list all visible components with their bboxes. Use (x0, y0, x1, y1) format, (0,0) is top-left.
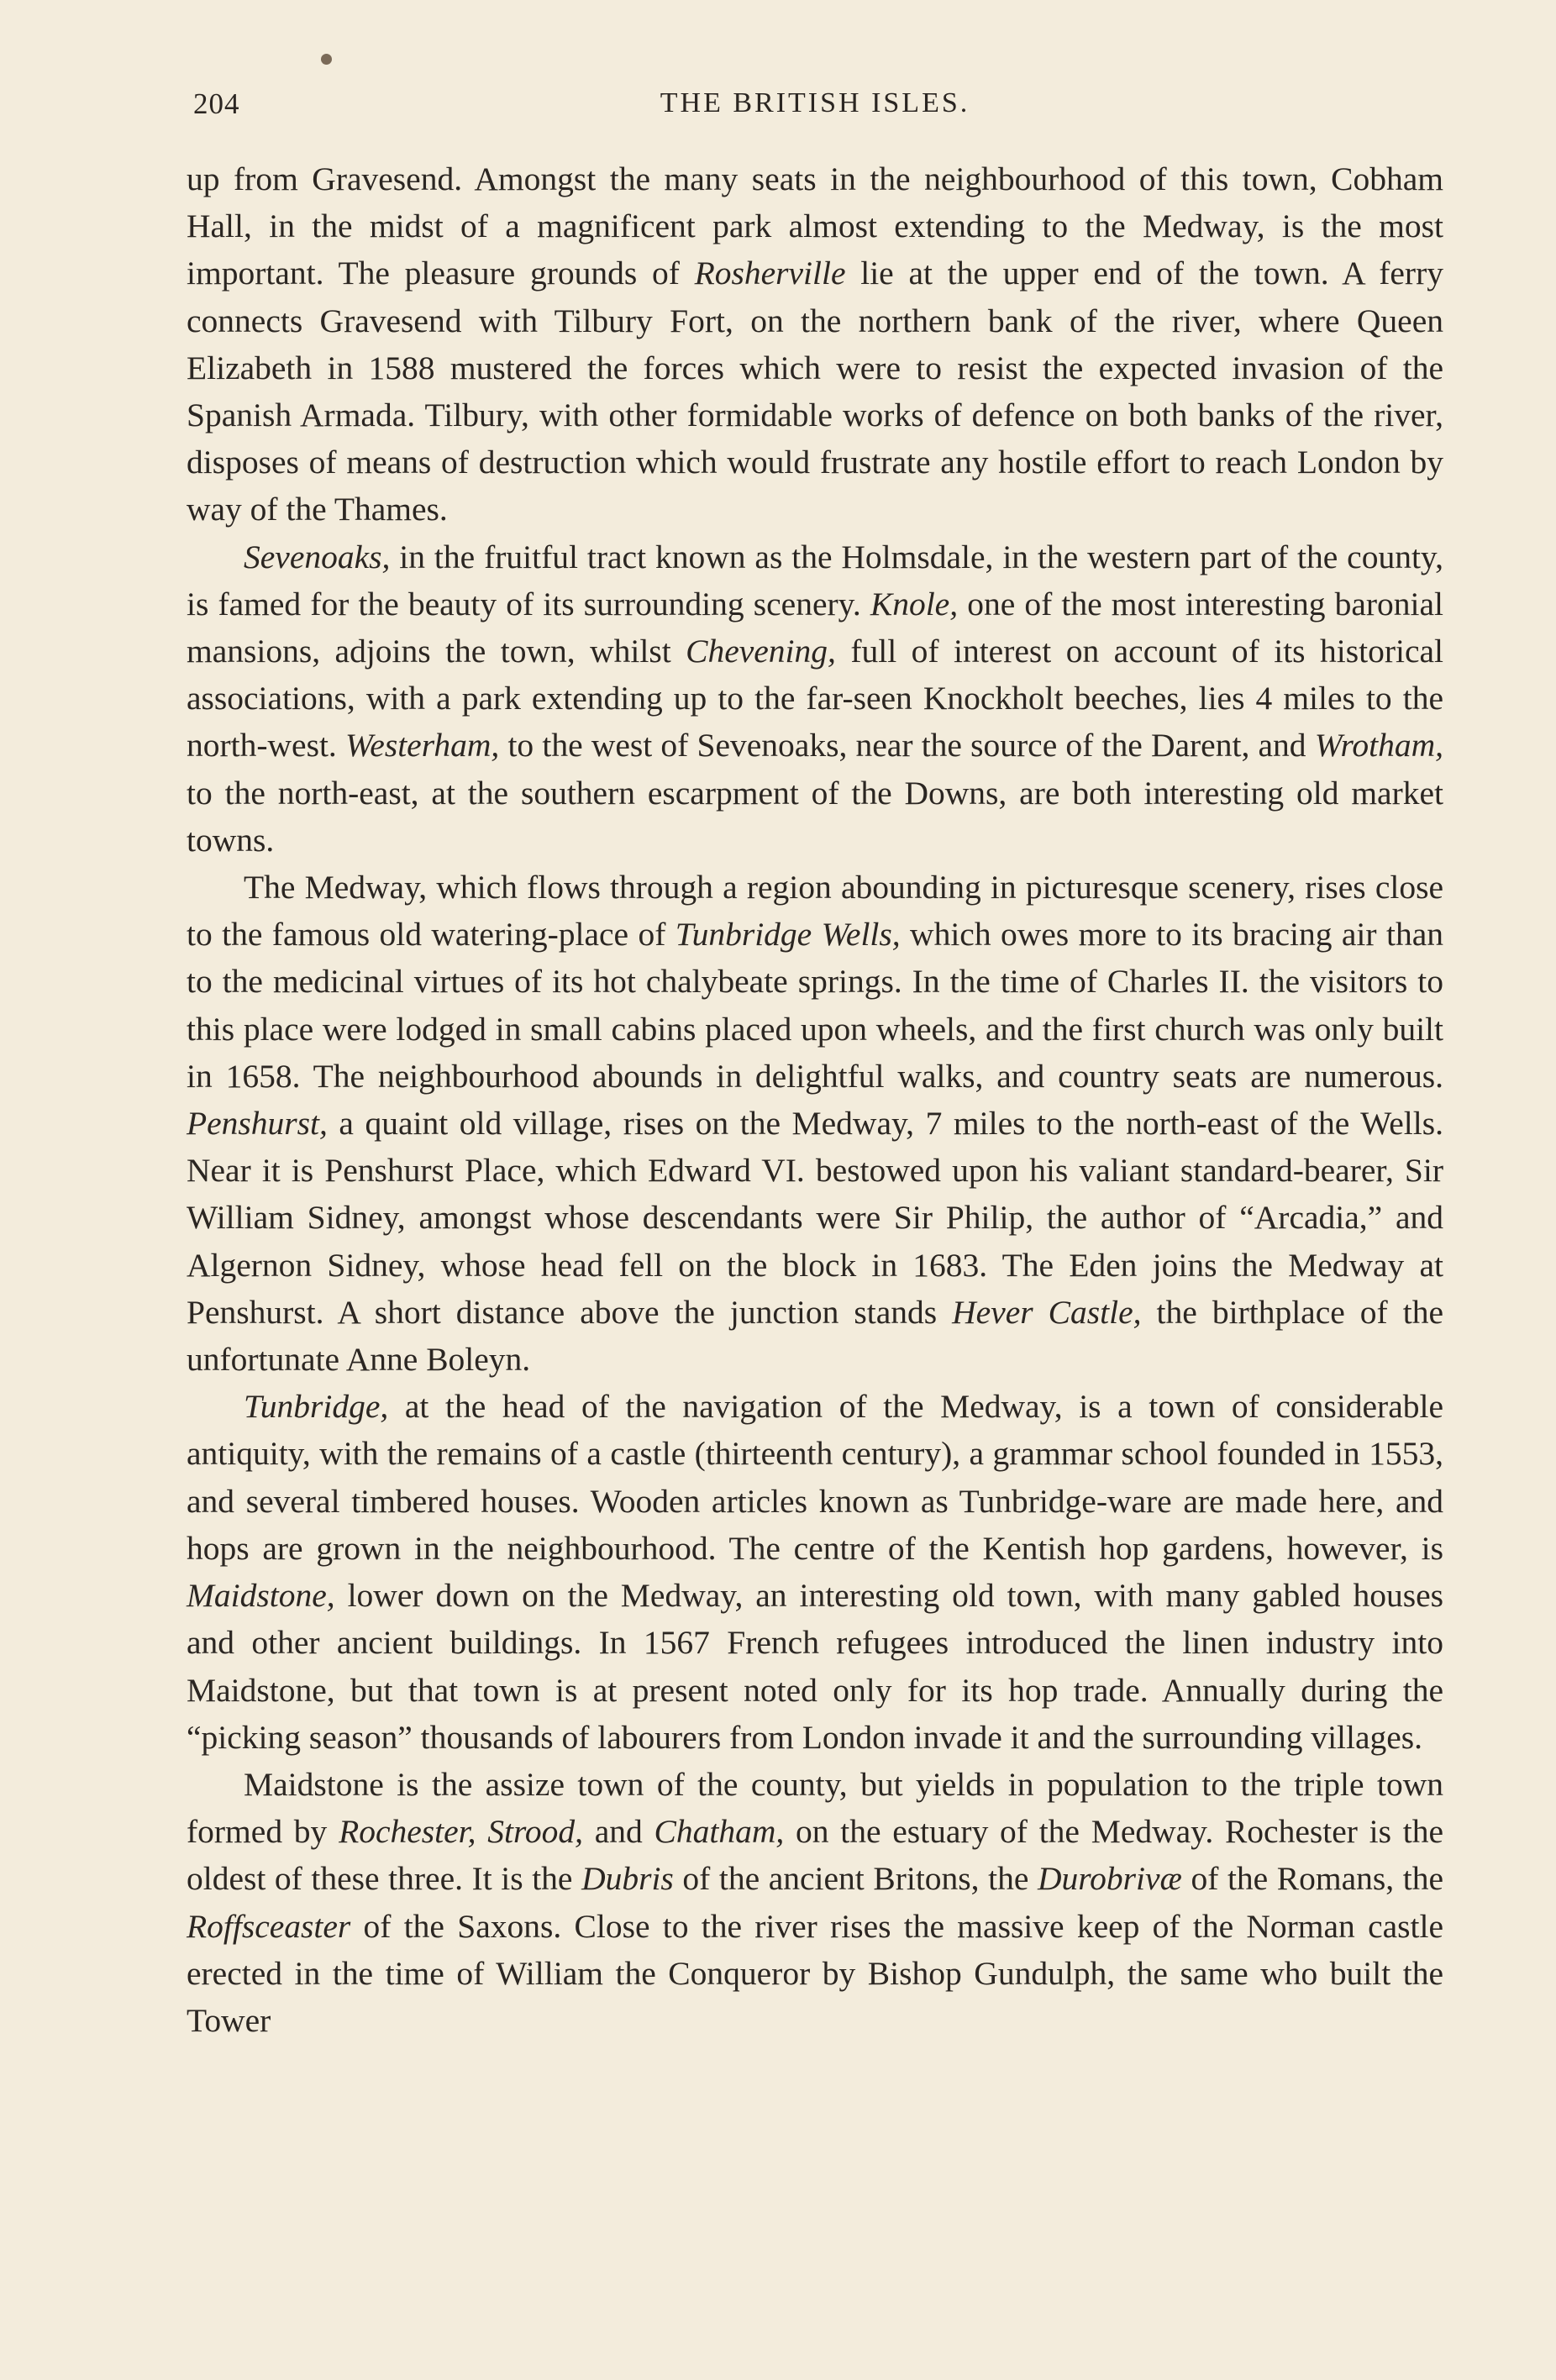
text-run: a quaint old village, rises on the Medway, 7 miles to the north-east of the Wells. Near it is Penshurst Place, which Edward VI. bestowed upon his valiant standard-bearer, Sir William Sidney, amongst whose descendants were Sir Philip, the author of “Arcadia,” and Algernon Sidney, whose head fell on the block in 1683. The Eden joins the Medway at Penshurst. A short distance above the junction stands (187, 1105, 1443, 1331)
italic-place-name: Hever Castle, (952, 1293, 1142, 1331)
text-run: to the north-east, at the southern escarpment of the Downs, are both interesting old market towns. (187, 774, 1443, 859)
text-run: Maidstone is the assize town of the county, but yields in population to the triple town formed by (187, 1765, 1443, 1851)
italic-place-name: Tunbridge, (244, 1388, 389, 1426)
text-run: of the ancient Britons, the (673, 1860, 1038, 1898)
italic-place-name: Chevening, (686, 633, 836, 670)
text-run: The Medway, which flows through a region abounding in picturesque scenery, rises close to the famous old watering-place of (187, 869, 1443, 954)
text-run: lie at the upper end of the town. A ferry connects Gravesend with Tilbury Fort, on the northern bank of the river, where Queen Elizabeth in 1588 mustered the forces which were to resist the expected invasion of the Spanish Armada. Tilbury, with other formidable works of defence on both banks of the river, disposes of means of destruction which would frustrate any hostile effort to reach London by way of the Thames. (187, 255, 1443, 528)
italic-place-name: Tunbridge Wells, (675, 916, 901, 954)
paragraph (187, 1761, 1443, 2044)
italic-place-name: Rochester, Strood, (339, 1813, 583, 1851)
italic-place-name: Knole, (870, 585, 959, 623)
italic-place-name: Wrotham, (1314, 727, 1444, 764)
paragraph (187, 1383, 1443, 1761)
text-run: of the Romans, the (1181, 1860, 1443, 1898)
page-number: 204 (193, 87, 240, 120)
text-run: up from Gravesend. Amongst the many seats in the neighbourhood of this town, Cobham Hall, in the midst of a magnificent park almost extending to the Medway, is the most important. The pleasure grounds of (187, 160, 1443, 292)
italic-place-name: Westerham, (345, 727, 500, 764)
italic-place-name: Maidstone, (187, 1577, 335, 1615)
italic-place-name: Penshurst, (187, 1105, 328, 1143)
italic-place-name: Roffsceaster (187, 1907, 351, 1945)
italic-place-name: Rosherville (694, 255, 846, 292)
text-run: one of the most interesting baronial mansions, adjoins the town, whilst (187, 585, 1444, 670)
text-run: lower down on the Medway, an interesting old town, with many gabled houses and other ancient buildings. In 1567 French refugees introduced the linen industry into Maidstone, but that town is at present noted only for its hop trade. Annually during the “picking season” thousands of labourers from London invade it and the surrounding villages. (187, 1577, 1443, 1756)
italic-place-name: Durobrivæ (1037, 1860, 1182, 1898)
text-run: on the estuary of the Medway. Rochester is the oldest of these three. It is the (187, 1813, 1443, 1898)
italic-place-name: Dubris (581, 1860, 674, 1898)
italic-place-name: Chatham, (654, 1813, 785, 1851)
text-run: and (583, 1813, 654, 1851)
text-run: in the fruitful tract known as the Holmsdale, in the western part of the county, is famed for the beauty of its surrounding scenery. (187, 538, 1443, 623)
page-header (187, 81, 1443, 131)
paragraph (187, 864, 1443, 1383)
text-run: of the Saxons. Close to the river rises the massive keep of the Norman castle erected in the time of William the Conqueror by Bishop Gundulph, the same who built the Tower (187, 1907, 1443, 2039)
text-run: to the west of Sevenoaks, near the source of the Darent, and (499, 727, 1315, 764)
paragraph (187, 155, 1443, 533)
text-run: which owes more to its bracing air than to the medicinal virtues of its hot chalybeate springs. In the time of Charles II. the visitors to this place were lodged in small cabins placed upon wheels, and the first church was only built in 1658. The neighbourhood abounds in delightful walks, and country seats are numerous. (187, 916, 1443, 1095)
paragraph (187, 533, 1443, 864)
ink-dot (321, 54, 332, 65)
running-title: THE BRITISH ISLES. (660, 87, 970, 118)
text-run: full of interest on account of its historical associations, with a park extending up to the far-seen Knockholt beeches, lies 4 miles to the north-west. (187, 633, 1443, 764)
italic-place-name: Sevenoaks, (244, 538, 391, 575)
text-run: the birthplace of the unfortunate Anne Boleyn. (187, 1293, 1443, 1379)
body-text (187, 155, 1443, 2044)
text-run: at the head of the navigation of the Medway, is a town of considerable antiquity, with the remains of a castle (thirteenth century), a grammar school founded in 1553, and several timbered houses. Wooden articles known as Tunbridge-ware are made here, and hops are grown in the neighbourhood. The centre of the Kentish hop gardens, however, is (187, 1388, 1443, 1567)
